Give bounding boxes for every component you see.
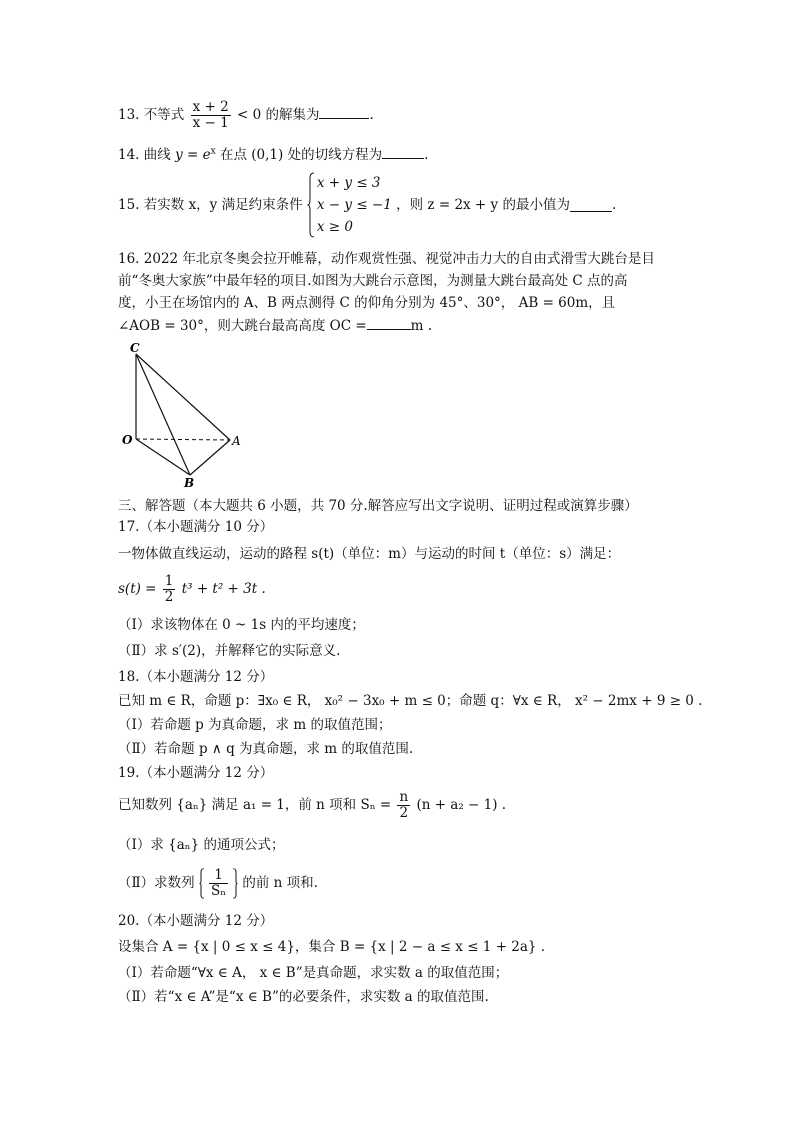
question-text: 已知数列 {aₙ} 满足 a₁ = 1，前 n 项和 Sₙ =: [118, 797, 392, 813]
question-text: ，则 z = 2x + y 的最小值为: [396, 197, 570, 213]
question-number: 13.: [118, 107, 140, 123]
section-title: 三、解答题（本大题共 6 小题，共 70 分.解答应写出文字说明、证明过程或演算步骤）: [118, 498, 638, 514]
left-brace-icon: [307, 172, 315, 238]
question-19-part-2: [118, 868, 318, 899]
braced-fraction: [199, 868, 238, 899]
answer-blank: [367, 317, 411, 330]
fraction: [397, 790, 410, 821]
question-18-part-2: （Ⅱ）若命题 p ∧ q 为真命题，求 m 的取值范围.: [118, 741, 414, 757]
fraction-numerator: x + 2: [192, 99, 229, 115]
question-text: 的前 n 项和.: [242, 875, 318, 891]
label-a: A: [232, 434, 241, 448]
question-text: 处的切线方程为: [287, 147, 383, 163]
fraction-denominator: x − 1: [192, 115, 229, 131]
exponent: x: [210, 146, 216, 157]
question-18-part-1: （Ⅰ）若命题 p 为真命题，求 m 的取值范围；: [118, 717, 392, 733]
punctuation: .: [424, 147, 429, 163]
fraction-denominator: 2: [399, 805, 409, 821]
right-brace-icon: [232, 868, 238, 899]
question-text: （Ⅱ）求数列: [118, 875, 195, 891]
question-text: < 0 的解集为: [236, 107, 320, 123]
fraction: [209, 868, 228, 899]
question-17-formula: [118, 574, 266, 605]
answer-blank: [319, 106, 369, 119]
question-number: 15.: [118, 197, 140, 213]
fraction: [191, 100, 231, 131]
left-brace-icon: [199, 868, 205, 899]
constraint-row: x ≥ 0: [316, 219, 354, 235]
edge-oa-dashed: [136, 439, 230, 440]
edge-ca: [136, 354, 230, 440]
constraint-row: x − y ≤ −1: [316, 197, 392, 213]
fraction-numerator: 1: [164, 573, 174, 589]
answer-blank: [570, 199, 612, 212]
question-18-head: 18.（本小题满分 12 分）: [118, 669, 274, 685]
question-20-part-2: （Ⅱ）若“x ∈ A”是“x ∈ B”的必要条件，求实数 a 的取值范围.: [118, 989, 489, 1005]
fraction-denominator: Sₙ: [210, 883, 227, 899]
fraction-denominator: 2: [164, 589, 174, 605]
math-expression: s(t) =: [118, 581, 157, 597]
question-16-line: 前“冬奥大家族”中最年轻的项目.如图为大跳台示意图，为测量大跳台最高处 C 点的高: [118, 273, 628, 289]
ski-jump-diagram: [118, 338, 248, 488]
math-expression: (n + a₂ − 1) .: [416, 797, 507, 813]
label-c: C: [130, 341, 140, 355]
question-17-part-1: （Ⅰ）求该物体在 0 ~ 1s 内的平均速度；: [118, 617, 365, 633]
question-17-head: 17.（本小题满分 10 分）: [118, 519, 274, 535]
question-19-part-1: （Ⅰ）求 {aₙ} 的通项公式；: [118, 837, 285, 853]
question-17-line: 一物体做直线运动，运动的路程 s(t)（单位：m）与运动的时间 t（单位：s）满足：: [118, 546, 621, 562]
question-16-line: [118, 317, 432, 335]
label-b: B: [184, 476, 195, 488]
question-number: 14.: [118, 147, 140, 163]
question-20-part-1: （Ⅰ）若命题“∀x ∈ A， x ∈ B”是真命题，求实数 a 的取值范围；: [118, 965, 509, 981]
question-text: ∠AOB = 30°，则大跳台最高高度 OC =: [118, 318, 367, 334]
question-20-head: 20.（本小题满分 12 分）: [118, 913, 274, 929]
unit-text: m .: [410, 318, 433, 334]
constraint-row: x + y ≤ 3: [316, 175, 381, 191]
question-text: 若实数 x，y 满足约束条件: [143, 197, 303, 213]
punctuation: .: [611, 197, 617, 213]
constraint-system: [307, 172, 392, 238]
question-text: 在点: [219, 147, 247, 163]
edge-ba: [190, 440, 230, 475]
question-17-part-2: （Ⅱ）求 s′(2)，并解释它的实际意义.: [118, 643, 341, 659]
fraction: [163, 574, 176, 605]
question-text: 曲线: [143, 147, 171, 163]
question-19-line: [118, 790, 506, 821]
question-14: [118, 146, 428, 164]
fraction-numerator: n: [399, 789, 409, 805]
question-13: [118, 100, 374, 131]
math-point: (0,1): [251, 147, 284, 163]
math-expression: t³ + t² + 3t .: [181, 581, 266, 597]
question-19-head: 19.（本小题满分 12 分）: [118, 765, 274, 781]
question-18-line: 已知 m ∈ R，命题 p：∃x₀ ∈ R， x₀² − 3x₀ + m ≤ 0；命题 q：∀x ∈ R， x² − 2mx + 9 ≥ 0 .: [118, 693, 703, 709]
punctuation: .: [369, 107, 374, 123]
question-20-line: 设集合 A = {x | 0 ≤ x ≤ 4}，集合 B = {x | 2 − a ≤ x ≤ 1 + 2a} .: [118, 939, 546, 955]
answer-blank: [382, 146, 424, 159]
label-o: O: [122, 433, 133, 447]
question-15: [118, 172, 616, 238]
question-16-line: 16. 2022 年北京冬奥会拉开帷幕，动作观赏性强、视觉冲击力大的自由式滑雪大跳台是目: [118, 251, 655, 267]
question-text: 不等式: [143, 107, 185, 123]
math-expression: y = e: [175, 147, 211, 163]
question-16-line: 度，小王在场馆内的 A、B 两点测得 C 的仰角分别为 45°、30°， AB = 60m，且: [118, 295, 616, 311]
fraction-numerator: 1: [209, 868, 228, 884]
